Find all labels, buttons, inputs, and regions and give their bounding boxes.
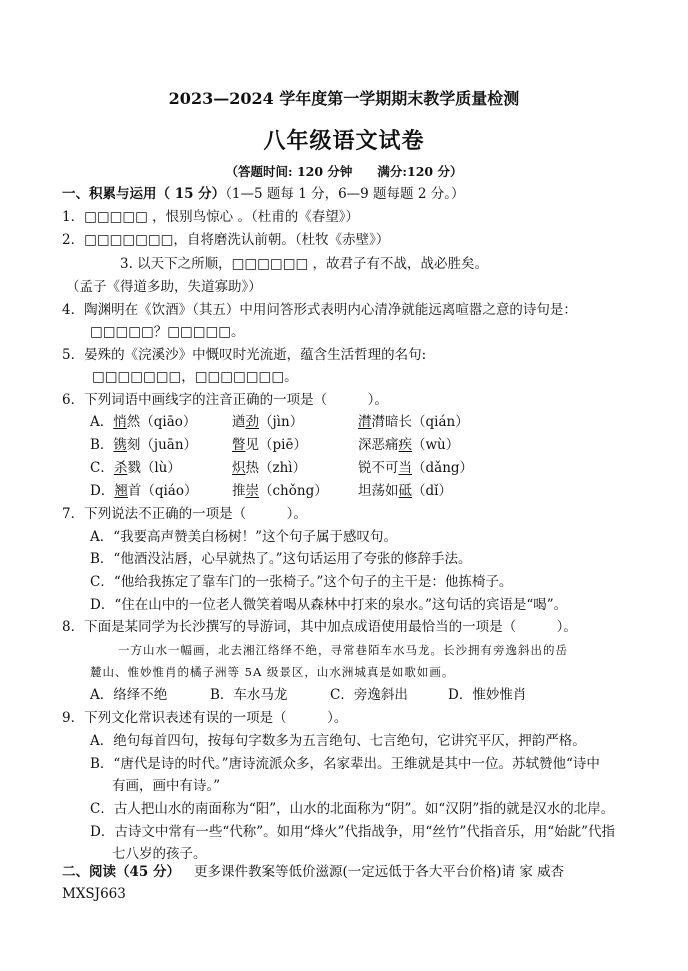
word-rest: （dǐ） — [412, 483, 452, 499]
question-9-option-c: C．古人把山水的南面称为“阳”，山水的北面称为“阴”。如“汉阴”指的就是汉水的北岸。 — [90, 801, 615, 817]
question-3-source: （孟子《得道多助，失道寡助》） — [66, 279, 262, 295]
word-pre: 坦荡如 — [358, 483, 399, 499]
question-7-option-c: C．“他给我拣定了靠车门的一张椅子。”这个句子的主干是：他拣椅子。 — [90, 574, 513, 590]
question-7-option-d: D．“住在山中的一位老人微笑着喝从森林中打来的泉水。”这句话的宾语是“喝”。 — [90, 597, 568, 613]
exam-title: 2023—2024 学年度第一学期期末教学质量检测 — [168, 89, 520, 108]
q6-c-word1 — [90, 459, 181, 477]
q6-a-word2 — [232, 413, 303, 431]
word-rest: （jìn） — [259, 414, 304, 430]
q6-c-word2 — [232, 459, 306, 477]
section2-note-line2: MXSJ663 — [62, 886, 126, 902]
option-label: D． — [90, 483, 115, 499]
word-rest: 见（piē） — [245, 437, 307, 453]
question-9-option-d-line2: 七八岁的孩子。 — [112, 846, 207, 862]
question-5: 5．晏殊的《浣溪沙》中慨叹时光流逝，蕴含生活哲理的名句: — [62, 347, 427, 363]
question-8-stem: 8．下面是某同学为长沙撰写的导游词，其中加点成语使用最恰当的一项是（ ）。 — [62, 619, 577, 635]
word-rest: 戮（lù） — [127, 460, 181, 476]
question-9-option-b-line1: B．“唐代是诗的时代。”唐诗流派众多，名家辈出。王维就是其中一位。苏轼赞他“诗中 — [90, 756, 600, 772]
question-6-stem: 6．下列词语中画线字的注音正确的一项是（ ）。 — [62, 392, 388, 408]
underlined-char: 杀 — [113, 460, 128, 476]
question-3: 3. 以天下之所顺，□□□□□□ ，故君子有不战，战必胜矣。 — [120, 256, 488, 272]
underlined-char: 砥 — [398, 483, 412, 499]
question-8-option-a: A．络绎不绝 — [90, 687, 168, 703]
option-label: A． — [90, 414, 114, 430]
q6-b-word2 — [232, 436, 307, 454]
q6-b-word3 — [358, 436, 459, 454]
word-rest: 刻（juān） — [126, 437, 198, 453]
option-label: B． — [90, 437, 114, 453]
word-rest: 热（zhì） — [245, 460, 307, 476]
section2-heading-line — [62, 863, 564, 881]
question-7-option-a: A．“我要高声赞美白杨树！”这个句子属于感叹句。 — [90, 529, 398, 545]
question-8-option-d: D．惟妙惟肖 — [448, 687, 527, 703]
question-8-passage-line2: 麓山、惟妙惟肖的橘子洲等 5A 级景区，山水洲城真是如歌如画。 — [90, 665, 455, 679]
word-pre: 锐不可 — [358, 460, 399, 476]
question-5-blank: □□□□□□□，□□□□□□□。 — [92, 369, 298, 385]
q6-a-word1 — [90, 413, 196, 431]
section1-heading: 一、积累与运用（ 15 分） — [62, 186, 226, 202]
question-9-option-b-line2: 有画，画中有诗。” — [112, 778, 221, 794]
section2-heading: 二、阅读（45 分） — [62, 864, 180, 880]
word-pre: 遒 — [232, 414, 246, 430]
question-1: 1．□□□□□ ，恨别鸟惊心 。（杜甫的《春望》） — [62, 209, 359, 225]
question-9-stem: 9．下列文化常识表述有误的一项是（ ）。 — [62, 710, 348, 726]
word-rest: 首（qiáo） — [127, 483, 198, 499]
underlined-char: 翘 — [114, 483, 128, 499]
section1-note: （1—5 题每 1 分，6—9 题每题 2 分。） — [225, 186, 465, 202]
question-8-option-b: B．车水马龙 — [210, 687, 288, 703]
underlined-char: 劲 — [245, 414, 259, 430]
question-7-option-b: B．“他酒没沾唇，心早就热了。”这句话运用了夸张的修辞手法。 — [90, 551, 472, 567]
section1-heading-line — [62, 185, 464, 203]
word-rest: （chǒng） — [259, 483, 328, 499]
section2-note: 更多课件教案等低价滋源(一定远低于各大平台价格)请 家 威杏 — [194, 864, 565, 880]
q6-d-word1 — [90, 482, 197, 500]
q6-b-word1 — [90, 436, 197, 454]
underlined-char: 疾 — [398, 437, 412, 453]
underlined-char: 瞥 — [232, 437, 246, 453]
q6-a-word3 — [358, 413, 469, 431]
underlined-char: 当 — [398, 460, 412, 476]
underlined-char: 潸 — [358, 414, 372, 430]
word-pre: 推 — [232, 483, 246, 499]
word-rest: 潸暗长（qián） — [371, 414, 469, 430]
question-8-option-c: C．旁逸斜出 — [330, 687, 408, 703]
word-rest: （dǎng） — [412, 460, 474, 476]
question-7-stem: 7．下列说法不正确的一项是（ ）。 — [62, 506, 307, 522]
q6-c-word3 — [358, 459, 473, 477]
underlined-char: 炽 — [232, 460, 246, 476]
question-4-blank: □□□□□？□□□□□。 — [90, 324, 245, 340]
q6-d-word3 — [358, 482, 452, 500]
question-9-option-a: A．绝句每首四句，按每句字数多为五言绝句、七言绝句，它讲究平仄，押韵严格。 — [90, 733, 586, 749]
word-pre: 深恶痛 — [358, 437, 399, 453]
question-4: 4．陶渊明在《饮酒》（其五）中用问答形式表明内心清净就能远离喧嚣之意的诗句是： — [62, 302, 577, 318]
underlined-char: 镌 — [113, 437, 127, 453]
underlined-char: 悄 — [113, 414, 127, 430]
word-rest: 然（qiāo） — [126, 414, 197, 430]
question-9-option-d-line1: D．古诗文中常有一些“代称”。如用“烽火”代指战争，用“丝竹”代指音乐，用“始龀”代指 — [90, 824, 616, 840]
word-rest: （wù） — [412, 437, 460, 453]
question-2: 2．□□□□□□□，自将磨洗认前朝。（杜牧《赤壁》） — [62, 232, 390, 248]
exam-info: （答题时间: 120 分钟 满分:120 分） — [225, 164, 463, 179]
exam-subtitle: 八年级语文试卷 — [263, 128, 425, 154]
question-8-passage-line1: 一方山水一幅画，北去湘江络绎不绝，寻常巷陌车水马龙。长沙拥有旁逸斜出的岳 — [118, 643, 568, 657]
underlined-char: 崇 — [245, 483, 259, 499]
q6-d-word2 — [232, 482, 328, 500]
option-label: C． — [90, 460, 114, 476]
